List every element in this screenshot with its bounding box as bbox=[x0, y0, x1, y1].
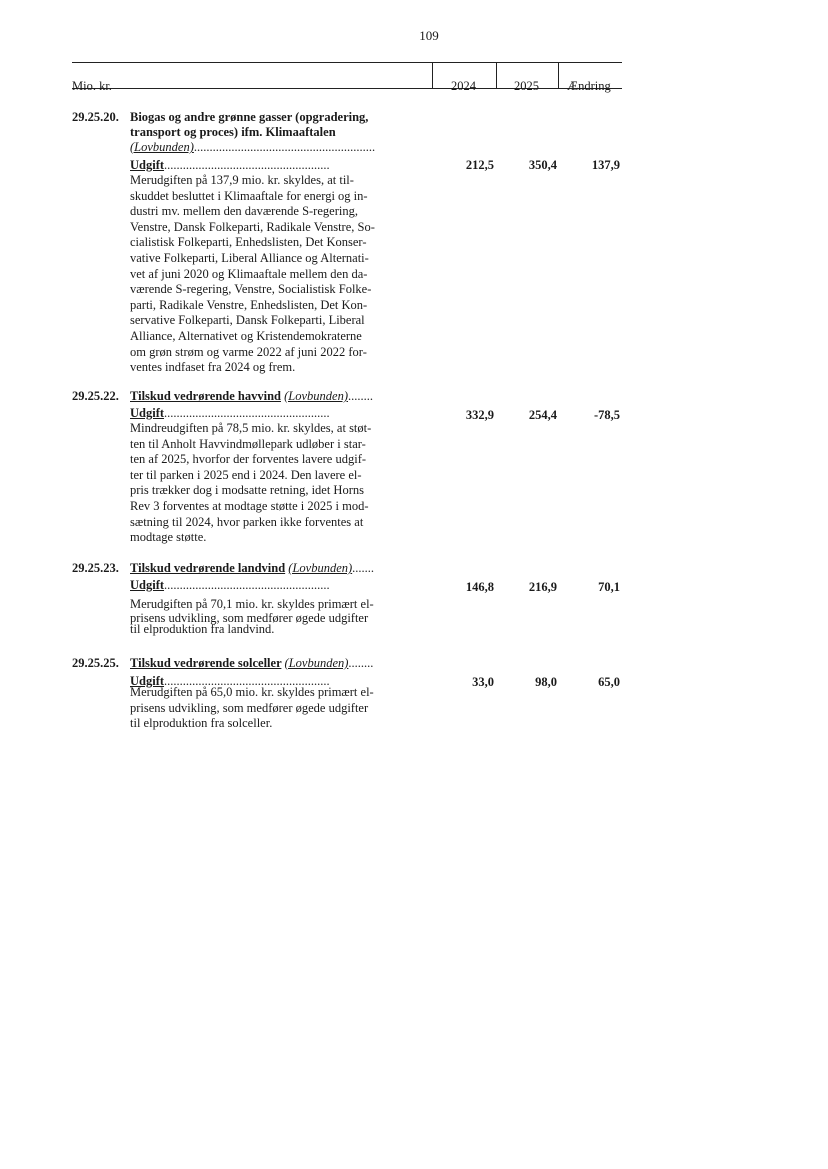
text-line: om grøn strøm og varme 2022 af juni 2022 for- bbox=[130, 344, 367, 359]
value-2024: 212,5 bbox=[465, 158, 494, 172]
section-reference: (Lovbunden) bbox=[130, 140, 194, 154]
header-unit: Mio. kr. bbox=[72, 79, 112, 93]
value-change: 137,9 bbox=[591, 158, 620, 172]
leader-dots: .......................................................... bbox=[193, 140, 376, 154]
text-line: cialistisk Folkeparti, Enhedslisten, Det Konser- bbox=[130, 235, 367, 250]
section-explanation bbox=[130, 173, 405, 376]
text-line: prisens udvikling, som medfører øgede udgifter bbox=[130, 700, 369, 715]
section-title-text: Tilskud vedrørende havvind bbox=[130, 389, 281, 403]
value-change: 65,0 bbox=[598, 675, 620, 689]
text-line: Mindreudgiften på 78,5 mio. kr. skyldes, at støt- bbox=[130, 421, 372, 435]
value-2025: 254,4 bbox=[528, 408, 557, 422]
udgift-label: Udgift bbox=[130, 674, 165, 688]
udgift-label: Udgift bbox=[130, 158, 165, 172]
value-change: -78,5 bbox=[593, 408, 620, 422]
header-divider-1 bbox=[432, 62, 433, 89]
text-line: ter til parken i 2025 end i 2024. Den lavere el- bbox=[130, 467, 362, 482]
text-line: pris trækker dog i modsatte retning, idet Horns bbox=[130, 483, 364, 498]
text-line: værende S-regering, Venstre, Socialistisk Folke- bbox=[130, 282, 372, 297]
value-2025: 216,9 bbox=[528, 580, 557, 594]
text-line: Venstre, Dansk Folkeparti, Radikale Venstre, So- bbox=[130, 219, 375, 234]
text-line: til elproduktion fra landvind. bbox=[130, 622, 275, 636]
text-line: Merudgiften på 65,0 mio. kr. skyldes primært el- bbox=[130, 685, 374, 699]
section-title bbox=[130, 110, 410, 155]
text-line: vet af juni 2020 og Klimaaftale mellem den da- bbox=[130, 266, 368, 281]
section-reference: (Lovbunden) bbox=[284, 389, 348, 403]
section-reference: (Lovbunden) bbox=[284, 656, 349, 670]
section-title-text: Tilskud vedrørende landvind bbox=[130, 561, 286, 575]
leader-dots: ..................................................... bbox=[164, 674, 330, 688]
header-col-2024: 2024 bbox=[451, 79, 476, 93]
text-line: vative Folkeparti, Liberal Alliance og Alternati- bbox=[130, 250, 369, 265]
header-top-rule bbox=[72, 62, 622, 63]
text-line: sætning til 2024, hvor parken ikke forventes at bbox=[130, 514, 364, 529]
text-line: Merudgiften på 70,1 mio. kr. skyldes primært el- bbox=[130, 597, 374, 611]
text-line: Rev 3 forventes at modtage støtte i 2025 i mod- bbox=[130, 498, 369, 513]
section-explanation bbox=[130, 596, 405, 635]
section-reference: (Lovbunden) bbox=[288, 561, 353, 575]
text-line: skuddet besluttet i Klimaaftale for energi og in- bbox=[130, 188, 368, 203]
section-title-line: transport og proces) ifm. Klimaaftalen bbox=[130, 125, 336, 139]
text-line: prisens udvikling, som medfører øgede udgifter bbox=[130, 611, 369, 625]
udgift-row bbox=[130, 158, 330, 173]
leader-dots: ..................................................... bbox=[164, 578, 330, 592]
udgift-row bbox=[130, 578, 330, 593]
header-col-change: Ændring bbox=[567, 79, 611, 93]
udgift-label: Udgift bbox=[130, 406, 165, 420]
text-line: Alliance, Alternativet og Kristendemokraterne bbox=[130, 328, 362, 343]
text-line: ten af 2025, hvorfor der forventes lavere udgif- bbox=[130, 452, 367, 467]
text-line: Merudgiften på 137,9 mio. kr. skyldes, at til- bbox=[130, 173, 354, 187]
value-2024: 146,8 bbox=[465, 580, 494, 594]
leader-dots: ........ bbox=[348, 656, 374, 670]
section-title bbox=[130, 656, 373, 671]
header-divider-2 bbox=[496, 62, 497, 89]
header-col-2025: 2025 bbox=[514, 79, 539, 93]
section-number: 29.25.23. bbox=[72, 561, 119, 575]
value-2024: 332,9 bbox=[465, 408, 494, 422]
leader-dots: ..................................................... bbox=[164, 406, 330, 420]
section-title-text: Tilskud vedrørende solceller bbox=[130, 656, 282, 670]
value-change: 70,1 bbox=[598, 580, 620, 594]
leader-dots: ........ bbox=[347, 389, 373, 403]
text-line: dustri mv. mellem den daværende S-regering, bbox=[130, 204, 358, 219]
value-2025: 98,0 bbox=[535, 675, 557, 689]
section-title bbox=[130, 561, 374, 576]
value-2024: 33,0 bbox=[472, 675, 494, 689]
section-title bbox=[130, 389, 373, 404]
text-line: parti, Radikale Venstre, Enhedslisten, Det Kon- bbox=[130, 297, 368, 312]
leader-dots: ..................................................... bbox=[164, 158, 330, 172]
text-line: servative Folkeparti, Dansk Folkeparti, Liberal bbox=[130, 313, 365, 328]
section-title-line: Biogas og andre grønne gasser (opgradering, bbox=[130, 110, 369, 124]
header-divider-3 bbox=[558, 62, 559, 89]
udgift-row bbox=[130, 406, 330, 421]
section-number: 29.25.25. bbox=[72, 656, 119, 670]
text-line: til elproduktion fra solceller. bbox=[130, 716, 273, 731]
value-2025: 350,4 bbox=[528, 158, 557, 172]
udgift-label: Udgift bbox=[130, 578, 165, 592]
text-line: ventes indfaset fra 2024 og frem. bbox=[130, 360, 296, 375]
header-bottom-rule bbox=[72, 88, 622, 89]
section-number: 29.25.20. bbox=[72, 110, 119, 124]
section-explanation bbox=[130, 685, 405, 732]
text-line: ten til Anholt Havvindmøllepark udløber i star- bbox=[130, 436, 366, 451]
leader-dots: ....... bbox=[352, 561, 375, 575]
section-number: 29.25.22. bbox=[72, 389, 119, 403]
text-line: modtage støtte. bbox=[130, 530, 207, 545]
page-number: 109 bbox=[419, 28, 439, 43]
section-explanation bbox=[130, 421, 405, 546]
